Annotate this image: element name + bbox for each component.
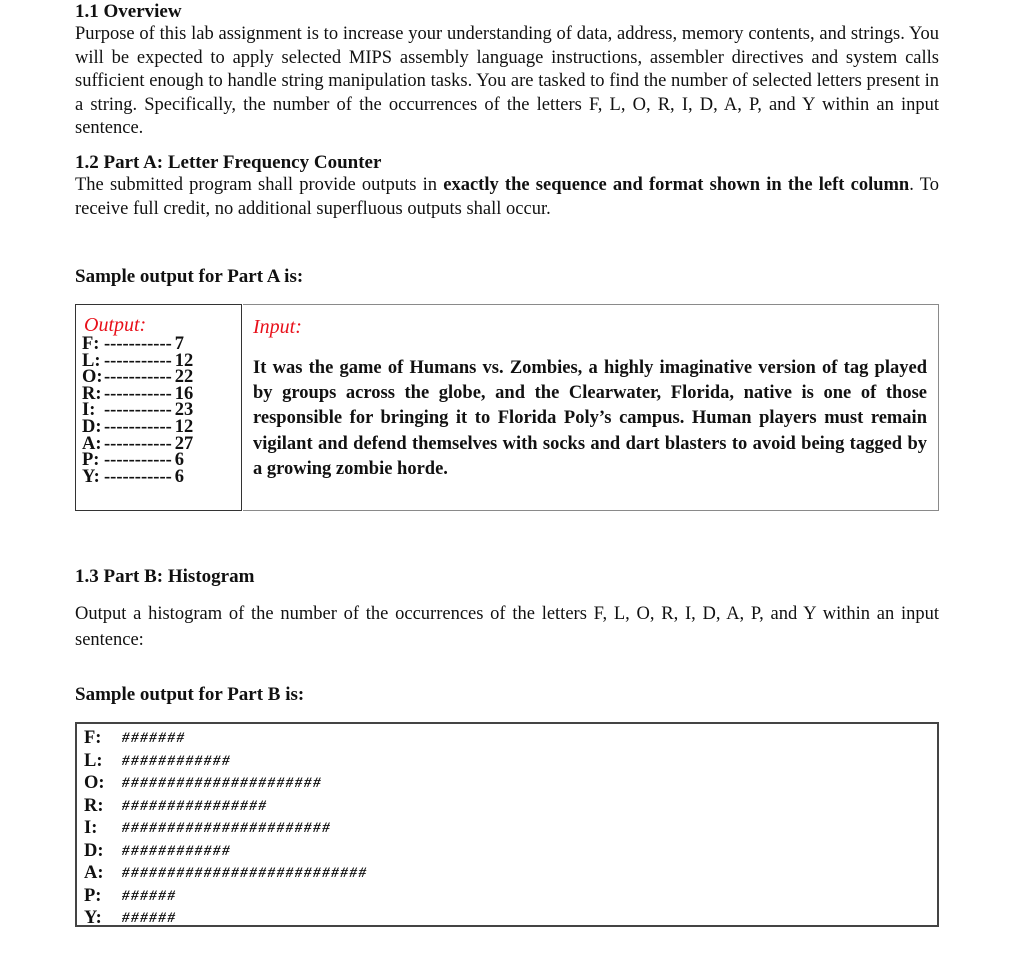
output-letter: P: (82, 450, 100, 471)
histogram-bars: ################ (122, 797, 268, 814)
histogram-row (84, 840, 368, 863)
output-dashes: ----------- (104, 433, 172, 454)
histogram-bars: ###################### (122, 775, 323, 791)
histogram-bars: ####################### (122, 820, 332, 836)
histogram-letter: L: (84, 750, 103, 771)
input-label: Input: (253, 316, 302, 338)
output-dashes: ----------- (104, 334, 172, 354)
output-dashes: ----------- (104, 466, 172, 487)
histogram-letter: P: (84, 885, 102, 906)
output-count: 22 (174, 367, 194, 388)
output-dashes: ----------- (104, 400, 172, 421)
section-overview (75, 0, 939, 141)
histogram-bars: ####### (122, 730, 186, 746)
histogram-letter: A: (84, 863, 104, 883)
overview-paragraph: Purpose of this lab assignment is to increase your understanding of data, address, memory contents, and strings. You will be expected to apply selected MIPS assembly language instructions, assembler directives and system calls sufficient enough to handle string manipulation tasks. You are tasked to find the number of selected letters present in a string. Specifically, the number of the occurrences of the letters F, L, O, R, I, D, A, P, and Y within an input sentence. (75, 24, 939, 138)
histogram-letter: F: (84, 728, 102, 748)
output-letter: A: (82, 433, 102, 454)
output-letter: F: (82, 334, 100, 354)
histogram-bars: ###### (122, 910, 177, 926)
part-b-paragraph: Output a histogram of the number of the occurrences of the letters F, L, O, R, I, D, A, P, and Y within an input sentence: (75, 604, 939, 650)
part-a-sample-table (75, 304, 939, 513)
output-count: 27 (174, 433, 194, 454)
histogram-letter: Y: (84, 908, 102, 928)
histogram-bars: ############ (122, 752, 232, 769)
output-count: 12 (174, 416, 194, 437)
section-part-a (75, 151, 939, 221)
output-count: 6 (174, 450, 185, 471)
output-dashes: ----------- (104, 350, 172, 371)
histogram-row (84, 795, 368, 818)
output-letter: I: (82, 400, 96, 421)
output-count: 12 (174, 350, 194, 371)
output-dashes: ----------- (104, 383, 172, 404)
input-cell (243, 304, 939, 511)
part-a-text-prefix: The submitted program shall provide outputs in (75, 175, 444, 195)
input-sentence: It was the game of Humans vs. Zombies, a highly imaginative version of tag played by groups across the globe, and the Clearwater, Florida, native is one of those responsible for bringing it to Florida Poly’s campus. Human players must remain vigilant and defend themselves with socks and dart blasters to avoid being tagged by a growing zombie horde. (253, 358, 927, 479)
histogram-row (84, 772, 368, 795)
section-heading-overview: 1.1 Overview (75, 1, 182, 22)
output-letter: L: (82, 350, 101, 371)
histogram-row (84, 862, 368, 885)
histogram-letter: R: (84, 795, 104, 816)
histogram-row (84, 727, 368, 750)
histogram-row (84, 817, 368, 840)
histogram-letter: I: (84, 818, 98, 838)
histogram-letter: D: (84, 840, 104, 861)
histogram-box (75, 722, 939, 927)
sample-output-a-label: Sample output for Part A is: (75, 266, 304, 287)
output-dashes: ----------- (104, 367, 172, 388)
output-letter: D: (82, 416, 102, 437)
part-a-text-emphasis: exactly the sequence and format shown in the left column (443, 175, 910, 195)
histogram-row (84, 750, 368, 773)
sample-output-b-label: Sample output for Part B is: (75, 684, 305, 705)
histogram-letter: O: (84, 773, 105, 793)
part-a-paragraph (75, 174, 939, 221)
section-heading-part-a: 1.2 Part A: Letter Frequency Counter (75, 152, 382, 173)
output-count: 7 (174, 334, 185, 354)
output-letter: Y: (82, 466, 100, 487)
output-letter: O: (82, 367, 103, 388)
output-count: 16 (174, 383, 194, 404)
histogram-bars: ###### (122, 887, 177, 904)
output-lines (82, 336, 193, 485)
output-count: 6 (174, 466, 185, 487)
histogram-bars: ########################### (122, 865, 368, 881)
output-dashes: ----------- (104, 450, 172, 471)
output-line (82, 466, 193, 487)
output-dashes: ----------- (104, 416, 172, 437)
histogram-row (84, 885, 368, 908)
histogram-rows (84, 727, 368, 930)
output-count: 23 (174, 400, 194, 421)
output-letter: R: (82, 383, 102, 404)
section-heading-part-b: 1.3 Part B: Histogram (75, 566, 255, 587)
output-label: Output: (84, 314, 147, 336)
part-a-text-suffix: . To receive full credit, no additional superfluous outputs shall occur. (75, 175, 939, 219)
histogram-row (84, 907, 368, 930)
output-cell (75, 304, 242, 511)
histogram-bars: ############ (122, 842, 232, 859)
